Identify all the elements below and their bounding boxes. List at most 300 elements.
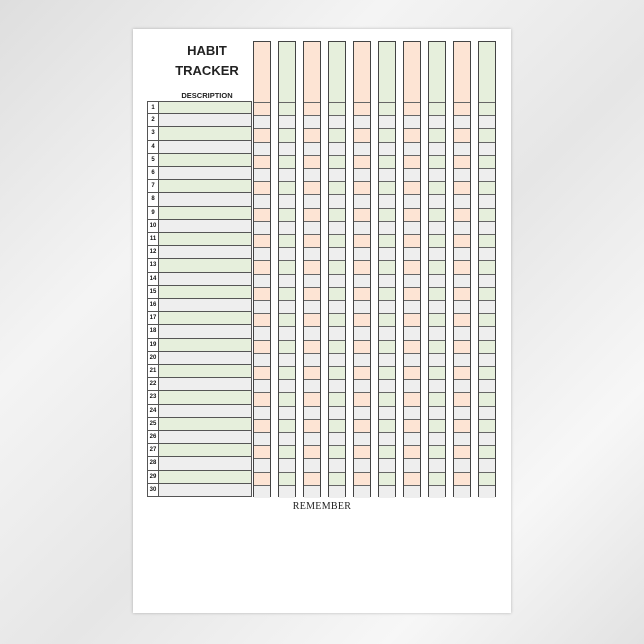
habit-check-cell[interactable] <box>454 406 470 419</box>
habit-check-cell[interactable] <box>254 234 270 247</box>
habit-check-cell[interactable] <box>454 287 470 300</box>
habit-check-cell[interactable] <box>379 379 395 392</box>
habit-header-cell[interactable] <box>454 42 470 102</box>
habit-check-cell[interactable] <box>404 142 420 155</box>
habit-check-cell[interactable] <box>454 194 470 207</box>
habit-check-cell[interactable] <box>279 234 295 247</box>
habit-check-cell[interactable] <box>479 247 495 260</box>
description-row[interactable] <box>147 141 252 154</box>
habit-check-cell[interactable] <box>279 260 295 273</box>
habit-check-cell[interactable] <box>429 340 445 353</box>
habit-header-cell[interactable] <box>329 42 345 102</box>
description-row[interactable] <box>147 312 252 325</box>
description-cell[interactable] <box>159 457 251 469</box>
habit-check-cell[interactable] <box>279 287 295 300</box>
habit-check-cell[interactable] <box>429 168 445 181</box>
habit-check-cell[interactable] <box>379 221 395 234</box>
habit-check-cell[interactable] <box>379 155 395 168</box>
habit-check-cell[interactable] <box>404 274 420 287</box>
description-cell[interactable] <box>159 405 251 417</box>
habit-header-cell[interactable] <box>379 42 395 102</box>
description-row[interactable] <box>147 114 252 127</box>
habit-check-cell[interactable] <box>254 485 270 498</box>
description-cell[interactable] <box>159 127 251 139</box>
habit-check-cell[interactable] <box>429 472 445 485</box>
habit-check-cell[interactable] <box>279 406 295 419</box>
habit-check-cell[interactable] <box>354 208 370 221</box>
habit-check-cell[interactable] <box>479 326 495 339</box>
habit-check-cell[interactable] <box>379 458 395 471</box>
habit-check-cell[interactable] <box>279 432 295 445</box>
habit-check-cell[interactable] <box>254 194 270 207</box>
habit-check-cell[interactable] <box>454 419 470 432</box>
description-row[interactable] <box>147 101 252 114</box>
habit-check-cell[interactable] <box>279 392 295 405</box>
habit-check-cell[interactable] <box>304 234 320 247</box>
habit-check-cell[interactable] <box>354 274 370 287</box>
habit-check-cell[interactable] <box>379 485 395 498</box>
habit-check-cell[interactable] <box>404 353 420 366</box>
habit-check-cell[interactable] <box>279 102 295 115</box>
habit-check-cell[interactable] <box>354 155 370 168</box>
habit-check-cell[interactable] <box>479 472 495 485</box>
habit-check-cell[interactable] <box>354 326 370 339</box>
habit-check-cell[interactable] <box>354 472 370 485</box>
habit-check-cell[interactable] <box>429 155 445 168</box>
habit-check-cell[interactable] <box>254 142 270 155</box>
habit-check-cell[interactable] <box>429 221 445 234</box>
habit-check-cell[interactable] <box>479 115 495 128</box>
habit-check-cell[interactable] <box>479 194 495 207</box>
habit-header-cell[interactable] <box>279 42 295 102</box>
habit-check-cell[interactable] <box>279 194 295 207</box>
habit-check-cell[interactable] <box>329 287 345 300</box>
description-row[interactable] <box>147 207 252 220</box>
habit-check-cell[interactable] <box>404 419 420 432</box>
habit-check-cell[interactable] <box>454 274 470 287</box>
habit-check-cell[interactable] <box>329 142 345 155</box>
habit-check-cell[interactable] <box>404 155 420 168</box>
habit-check-cell[interactable] <box>329 485 345 498</box>
habit-check-cell[interactable] <box>379 274 395 287</box>
habit-check-cell[interactable] <box>279 326 295 339</box>
habit-check-cell[interactable] <box>304 300 320 313</box>
habit-check-cell[interactable] <box>279 419 295 432</box>
habit-check-cell[interactable] <box>404 445 420 458</box>
habit-check-cell[interactable] <box>279 300 295 313</box>
habit-check-cell[interactable] <box>304 472 320 485</box>
habit-header-cell[interactable] <box>304 42 320 102</box>
habit-check-cell[interactable] <box>479 168 495 181</box>
habit-check-cell[interactable] <box>379 128 395 141</box>
habit-check-cell[interactable] <box>454 445 470 458</box>
description-cell[interactable] <box>159 299 251 311</box>
habit-check-cell[interactable] <box>404 379 420 392</box>
habit-check-cell[interactable] <box>479 128 495 141</box>
habit-check-cell[interactable] <box>379 432 395 445</box>
habit-check-cell[interactable] <box>254 445 270 458</box>
habit-check-cell[interactable] <box>429 260 445 273</box>
description-row[interactable] <box>147 180 252 193</box>
habit-check-cell[interactable] <box>354 432 370 445</box>
description-row[interactable] <box>147 127 252 140</box>
habit-check-cell[interactable] <box>404 313 420 326</box>
habit-check-cell[interactable] <box>404 221 420 234</box>
habit-check-cell[interactable] <box>454 181 470 194</box>
habit-check-cell[interactable] <box>354 142 370 155</box>
description-row[interactable] <box>147 444 252 457</box>
habit-check-cell[interactable] <box>329 102 345 115</box>
habit-check-cell[interactable] <box>379 115 395 128</box>
habit-check-cell[interactable] <box>329 260 345 273</box>
habit-check-cell[interactable] <box>429 181 445 194</box>
description-cell[interactable] <box>159 286 251 298</box>
habit-check-cell[interactable] <box>354 379 370 392</box>
habit-check-cell[interactable] <box>404 392 420 405</box>
habit-check-cell[interactable] <box>354 366 370 379</box>
description-row[interactable] <box>147 484 252 497</box>
habit-check-cell[interactable] <box>479 260 495 273</box>
habit-check-cell[interactable] <box>279 340 295 353</box>
habit-check-cell[interactable] <box>354 300 370 313</box>
habit-check-cell[interactable] <box>379 472 395 485</box>
habit-check-cell[interactable] <box>404 300 420 313</box>
habit-check-cell[interactable] <box>379 102 395 115</box>
habit-check-cell[interactable] <box>254 353 270 366</box>
habit-check-cell[interactable] <box>479 379 495 392</box>
habit-check-cell[interactable] <box>304 392 320 405</box>
habit-check-cell[interactable] <box>379 406 395 419</box>
habit-check-cell[interactable] <box>454 168 470 181</box>
habit-check-cell[interactable] <box>429 326 445 339</box>
description-row[interactable] <box>147 339 252 352</box>
description-cell[interactable] <box>159 378 251 390</box>
habit-check-cell[interactable] <box>479 300 495 313</box>
description-cell[interactable] <box>159 259 251 271</box>
habit-check-cell[interactable] <box>254 366 270 379</box>
habit-check-cell[interactable] <box>329 208 345 221</box>
habit-check-cell[interactable] <box>304 260 320 273</box>
habit-check-cell[interactable] <box>479 313 495 326</box>
habit-check-cell[interactable] <box>379 326 395 339</box>
habit-check-cell[interactable] <box>404 128 420 141</box>
habit-check-cell[interactable] <box>329 234 345 247</box>
habit-check-cell[interactable] <box>454 247 470 260</box>
habit-check-cell[interactable] <box>404 340 420 353</box>
habit-check-cell[interactable] <box>254 247 270 260</box>
habit-check-cell[interactable] <box>354 392 370 405</box>
habit-check-cell[interactable] <box>354 168 370 181</box>
habit-check-cell[interactable] <box>429 208 445 221</box>
habit-check-cell[interactable] <box>329 340 345 353</box>
habit-check-cell[interactable] <box>304 313 320 326</box>
habit-check-cell[interactable] <box>479 274 495 287</box>
habit-check-cell[interactable] <box>454 115 470 128</box>
habit-check-cell[interactable] <box>329 168 345 181</box>
habit-check-cell[interactable] <box>354 221 370 234</box>
description-cell[interactable] <box>159 114 251 126</box>
habit-check-cell[interactable] <box>454 234 470 247</box>
habit-check-cell[interactable] <box>329 247 345 260</box>
description-cell[interactable] <box>159 352 251 364</box>
habit-check-cell[interactable] <box>404 472 420 485</box>
habit-check-cell[interactable] <box>279 168 295 181</box>
habit-check-cell[interactable] <box>354 406 370 419</box>
habit-check-cell[interactable] <box>404 247 420 260</box>
description-cell[interactable] <box>159 154 251 166</box>
habit-check-cell[interactable] <box>404 234 420 247</box>
habit-check-cell[interactable] <box>354 445 370 458</box>
habit-check-cell[interactable] <box>354 353 370 366</box>
habit-check-cell[interactable] <box>379 313 395 326</box>
habit-check-cell[interactable] <box>379 142 395 155</box>
habit-check-cell[interactable] <box>254 300 270 313</box>
habit-check-cell[interactable] <box>379 260 395 273</box>
habit-check-cell[interactable] <box>479 406 495 419</box>
habit-check-cell[interactable] <box>404 260 420 273</box>
habit-check-cell[interactable] <box>304 485 320 498</box>
habit-check-cell[interactable] <box>329 458 345 471</box>
description-cell[interactable] <box>159 167 251 179</box>
habit-check-cell[interactable] <box>354 194 370 207</box>
habit-check-cell[interactable] <box>329 181 345 194</box>
habit-check-cell[interactable] <box>329 379 345 392</box>
habit-check-cell[interactable] <box>454 432 470 445</box>
habit-check-cell[interactable] <box>429 313 445 326</box>
habit-check-cell[interactable] <box>429 392 445 405</box>
habit-check-cell[interactable] <box>279 485 295 498</box>
habit-check-cell[interactable] <box>429 432 445 445</box>
habit-check-cell[interactable] <box>354 181 370 194</box>
habit-check-cell[interactable] <box>254 419 270 432</box>
habit-check-cell[interactable] <box>379 287 395 300</box>
habit-check-cell[interactable] <box>254 102 270 115</box>
habit-check-cell[interactable] <box>304 128 320 141</box>
description-cell[interactable] <box>159 273 251 285</box>
habit-check-cell[interactable] <box>254 406 270 419</box>
description-cell[interactable] <box>159 431 251 443</box>
description-row[interactable] <box>147 154 252 167</box>
description-row[interactable] <box>147 457 252 470</box>
habit-check-cell[interactable] <box>429 379 445 392</box>
habit-check-cell[interactable] <box>354 485 370 498</box>
habit-check-cell[interactable] <box>304 142 320 155</box>
habit-check-cell[interactable] <box>379 445 395 458</box>
habit-check-cell[interactable] <box>454 208 470 221</box>
habit-check-cell[interactable] <box>404 102 420 115</box>
description-row[interactable] <box>147 365 252 378</box>
habit-check-cell[interactable] <box>429 300 445 313</box>
habit-check-cell[interactable] <box>479 445 495 458</box>
habit-check-cell[interactable] <box>404 366 420 379</box>
habit-check-cell[interactable] <box>454 379 470 392</box>
habit-check-cell[interactable] <box>379 247 395 260</box>
description-cell[interactable] <box>159 207 251 219</box>
habit-check-cell[interactable] <box>329 194 345 207</box>
habit-check-cell[interactable] <box>329 445 345 458</box>
habit-check-cell[interactable] <box>279 208 295 221</box>
habit-check-cell[interactable] <box>429 485 445 498</box>
habit-check-cell[interactable] <box>329 300 345 313</box>
habit-check-cell[interactable] <box>454 221 470 234</box>
description-cell[interactable] <box>159 325 251 337</box>
habit-check-cell[interactable] <box>304 115 320 128</box>
description-row[interactable] <box>147 286 252 299</box>
habit-check-cell[interactable] <box>379 392 395 405</box>
habit-check-cell[interactable] <box>254 115 270 128</box>
habit-check-cell[interactable] <box>454 128 470 141</box>
habit-check-cell[interactable] <box>479 419 495 432</box>
habit-check-cell[interactable] <box>254 287 270 300</box>
description-cell[interactable] <box>159 246 251 258</box>
habit-check-cell[interactable] <box>304 458 320 471</box>
habit-check-cell[interactable] <box>279 142 295 155</box>
habit-check-cell[interactable] <box>454 485 470 498</box>
habit-check-cell[interactable] <box>304 274 320 287</box>
habit-check-cell[interactable] <box>429 458 445 471</box>
description-row[interactable] <box>147 378 252 391</box>
habit-check-cell[interactable] <box>479 102 495 115</box>
habit-check-cell[interactable] <box>404 115 420 128</box>
habit-check-cell[interactable] <box>404 168 420 181</box>
habit-check-cell[interactable] <box>254 379 270 392</box>
habit-check-cell[interactable] <box>254 221 270 234</box>
habit-check-cell[interactable] <box>254 432 270 445</box>
habit-check-cell[interactable] <box>429 366 445 379</box>
habit-check-cell[interactable] <box>254 274 270 287</box>
habit-check-cell[interactable] <box>479 353 495 366</box>
description-cell[interactable] <box>159 471 251 483</box>
habit-check-cell[interactable] <box>379 194 395 207</box>
habit-check-cell[interactable] <box>329 128 345 141</box>
description-cell[interactable] <box>159 102 251 113</box>
habit-check-cell[interactable] <box>479 432 495 445</box>
habit-check-cell[interactable] <box>454 155 470 168</box>
habit-check-cell[interactable] <box>454 353 470 366</box>
habit-check-cell[interactable] <box>304 432 320 445</box>
habit-check-cell[interactable] <box>329 419 345 432</box>
habit-check-cell[interactable] <box>329 353 345 366</box>
habit-check-cell[interactable] <box>254 458 270 471</box>
habit-check-cell[interactable] <box>479 287 495 300</box>
habit-check-cell[interactable] <box>304 326 320 339</box>
habit-check-cell[interactable] <box>379 353 395 366</box>
habit-check-cell[interactable] <box>379 234 395 247</box>
habit-check-cell[interactable] <box>454 366 470 379</box>
habit-check-cell[interactable] <box>454 300 470 313</box>
habit-check-cell[interactable] <box>479 181 495 194</box>
description-cell[interactable] <box>159 391 251 403</box>
habit-check-cell[interactable] <box>479 392 495 405</box>
habit-check-cell[interactable] <box>429 142 445 155</box>
habit-check-cell[interactable] <box>279 128 295 141</box>
habit-check-cell[interactable] <box>254 340 270 353</box>
description-row[interactable] <box>147 273 252 286</box>
habit-check-cell[interactable] <box>354 313 370 326</box>
habit-check-cell[interactable] <box>404 458 420 471</box>
habit-check-cell[interactable] <box>404 287 420 300</box>
habit-check-cell[interactable] <box>329 274 345 287</box>
habit-check-cell[interactable] <box>254 392 270 405</box>
habit-check-cell[interactable] <box>304 353 320 366</box>
habit-check-cell[interactable] <box>304 419 320 432</box>
habit-check-cell[interactable] <box>454 340 470 353</box>
habit-check-cell[interactable] <box>329 366 345 379</box>
habit-check-cell[interactable] <box>304 366 320 379</box>
habit-check-cell[interactable] <box>329 115 345 128</box>
habit-check-cell[interactable] <box>254 208 270 221</box>
habit-check-cell[interactable] <box>479 208 495 221</box>
habit-check-cell[interactable] <box>279 155 295 168</box>
habit-check-cell[interactable] <box>379 181 395 194</box>
description-cell[interactable] <box>159 444 251 456</box>
habit-check-cell[interactable] <box>329 155 345 168</box>
habit-check-cell[interactable] <box>379 168 395 181</box>
habit-check-cell[interactable] <box>379 300 395 313</box>
habit-check-cell[interactable] <box>429 274 445 287</box>
description-cell[interactable] <box>159 418 251 430</box>
habit-check-cell[interactable] <box>304 194 320 207</box>
description-row[interactable] <box>147 471 252 484</box>
habit-check-cell[interactable] <box>304 181 320 194</box>
habit-check-cell[interactable] <box>279 458 295 471</box>
description-row[interactable] <box>147 391 252 404</box>
habit-check-cell[interactable] <box>254 128 270 141</box>
habit-check-cell[interactable] <box>279 379 295 392</box>
habit-header-cell[interactable] <box>254 42 270 102</box>
habit-check-cell[interactable] <box>429 287 445 300</box>
habit-check-cell[interactable] <box>429 194 445 207</box>
habit-check-cell[interactable] <box>379 340 395 353</box>
description-cell[interactable] <box>159 365 251 377</box>
habit-check-cell[interactable] <box>254 168 270 181</box>
habit-check-cell[interactable] <box>304 168 320 181</box>
habit-check-cell[interactable] <box>354 340 370 353</box>
description-row[interactable] <box>147 299 252 312</box>
description-cell[interactable] <box>159 141 251 153</box>
habit-check-cell[interactable] <box>479 142 495 155</box>
habit-check-cell[interactable] <box>479 340 495 353</box>
habit-check-cell[interactable] <box>429 128 445 141</box>
habit-check-cell[interactable] <box>479 155 495 168</box>
habit-check-cell[interactable] <box>304 445 320 458</box>
description-row[interactable] <box>147 325 252 338</box>
habit-check-cell[interactable] <box>279 181 295 194</box>
habit-check-cell[interactable] <box>279 274 295 287</box>
habit-check-cell[interactable] <box>279 353 295 366</box>
habit-check-cell[interactable] <box>429 102 445 115</box>
habit-check-cell[interactable] <box>429 234 445 247</box>
description-row[interactable] <box>147 220 252 233</box>
habit-check-cell[interactable] <box>279 445 295 458</box>
habit-check-cell[interactable] <box>254 313 270 326</box>
habit-check-cell[interactable] <box>254 181 270 194</box>
description-cell[interactable] <box>159 233 251 245</box>
habit-check-cell[interactable] <box>304 208 320 221</box>
habit-check-cell[interactable] <box>329 406 345 419</box>
habit-check-cell[interactable] <box>354 128 370 141</box>
habit-check-cell[interactable] <box>329 392 345 405</box>
description-row[interactable] <box>147 193 252 206</box>
habit-check-cell[interactable] <box>304 102 320 115</box>
habit-check-cell[interactable] <box>454 458 470 471</box>
description-cell[interactable] <box>159 193 251 205</box>
habit-check-cell[interactable] <box>254 260 270 273</box>
habit-check-cell[interactable] <box>279 221 295 234</box>
habit-header-cell[interactable] <box>404 42 420 102</box>
habit-check-cell[interactable] <box>454 313 470 326</box>
habit-check-cell[interactable] <box>279 366 295 379</box>
